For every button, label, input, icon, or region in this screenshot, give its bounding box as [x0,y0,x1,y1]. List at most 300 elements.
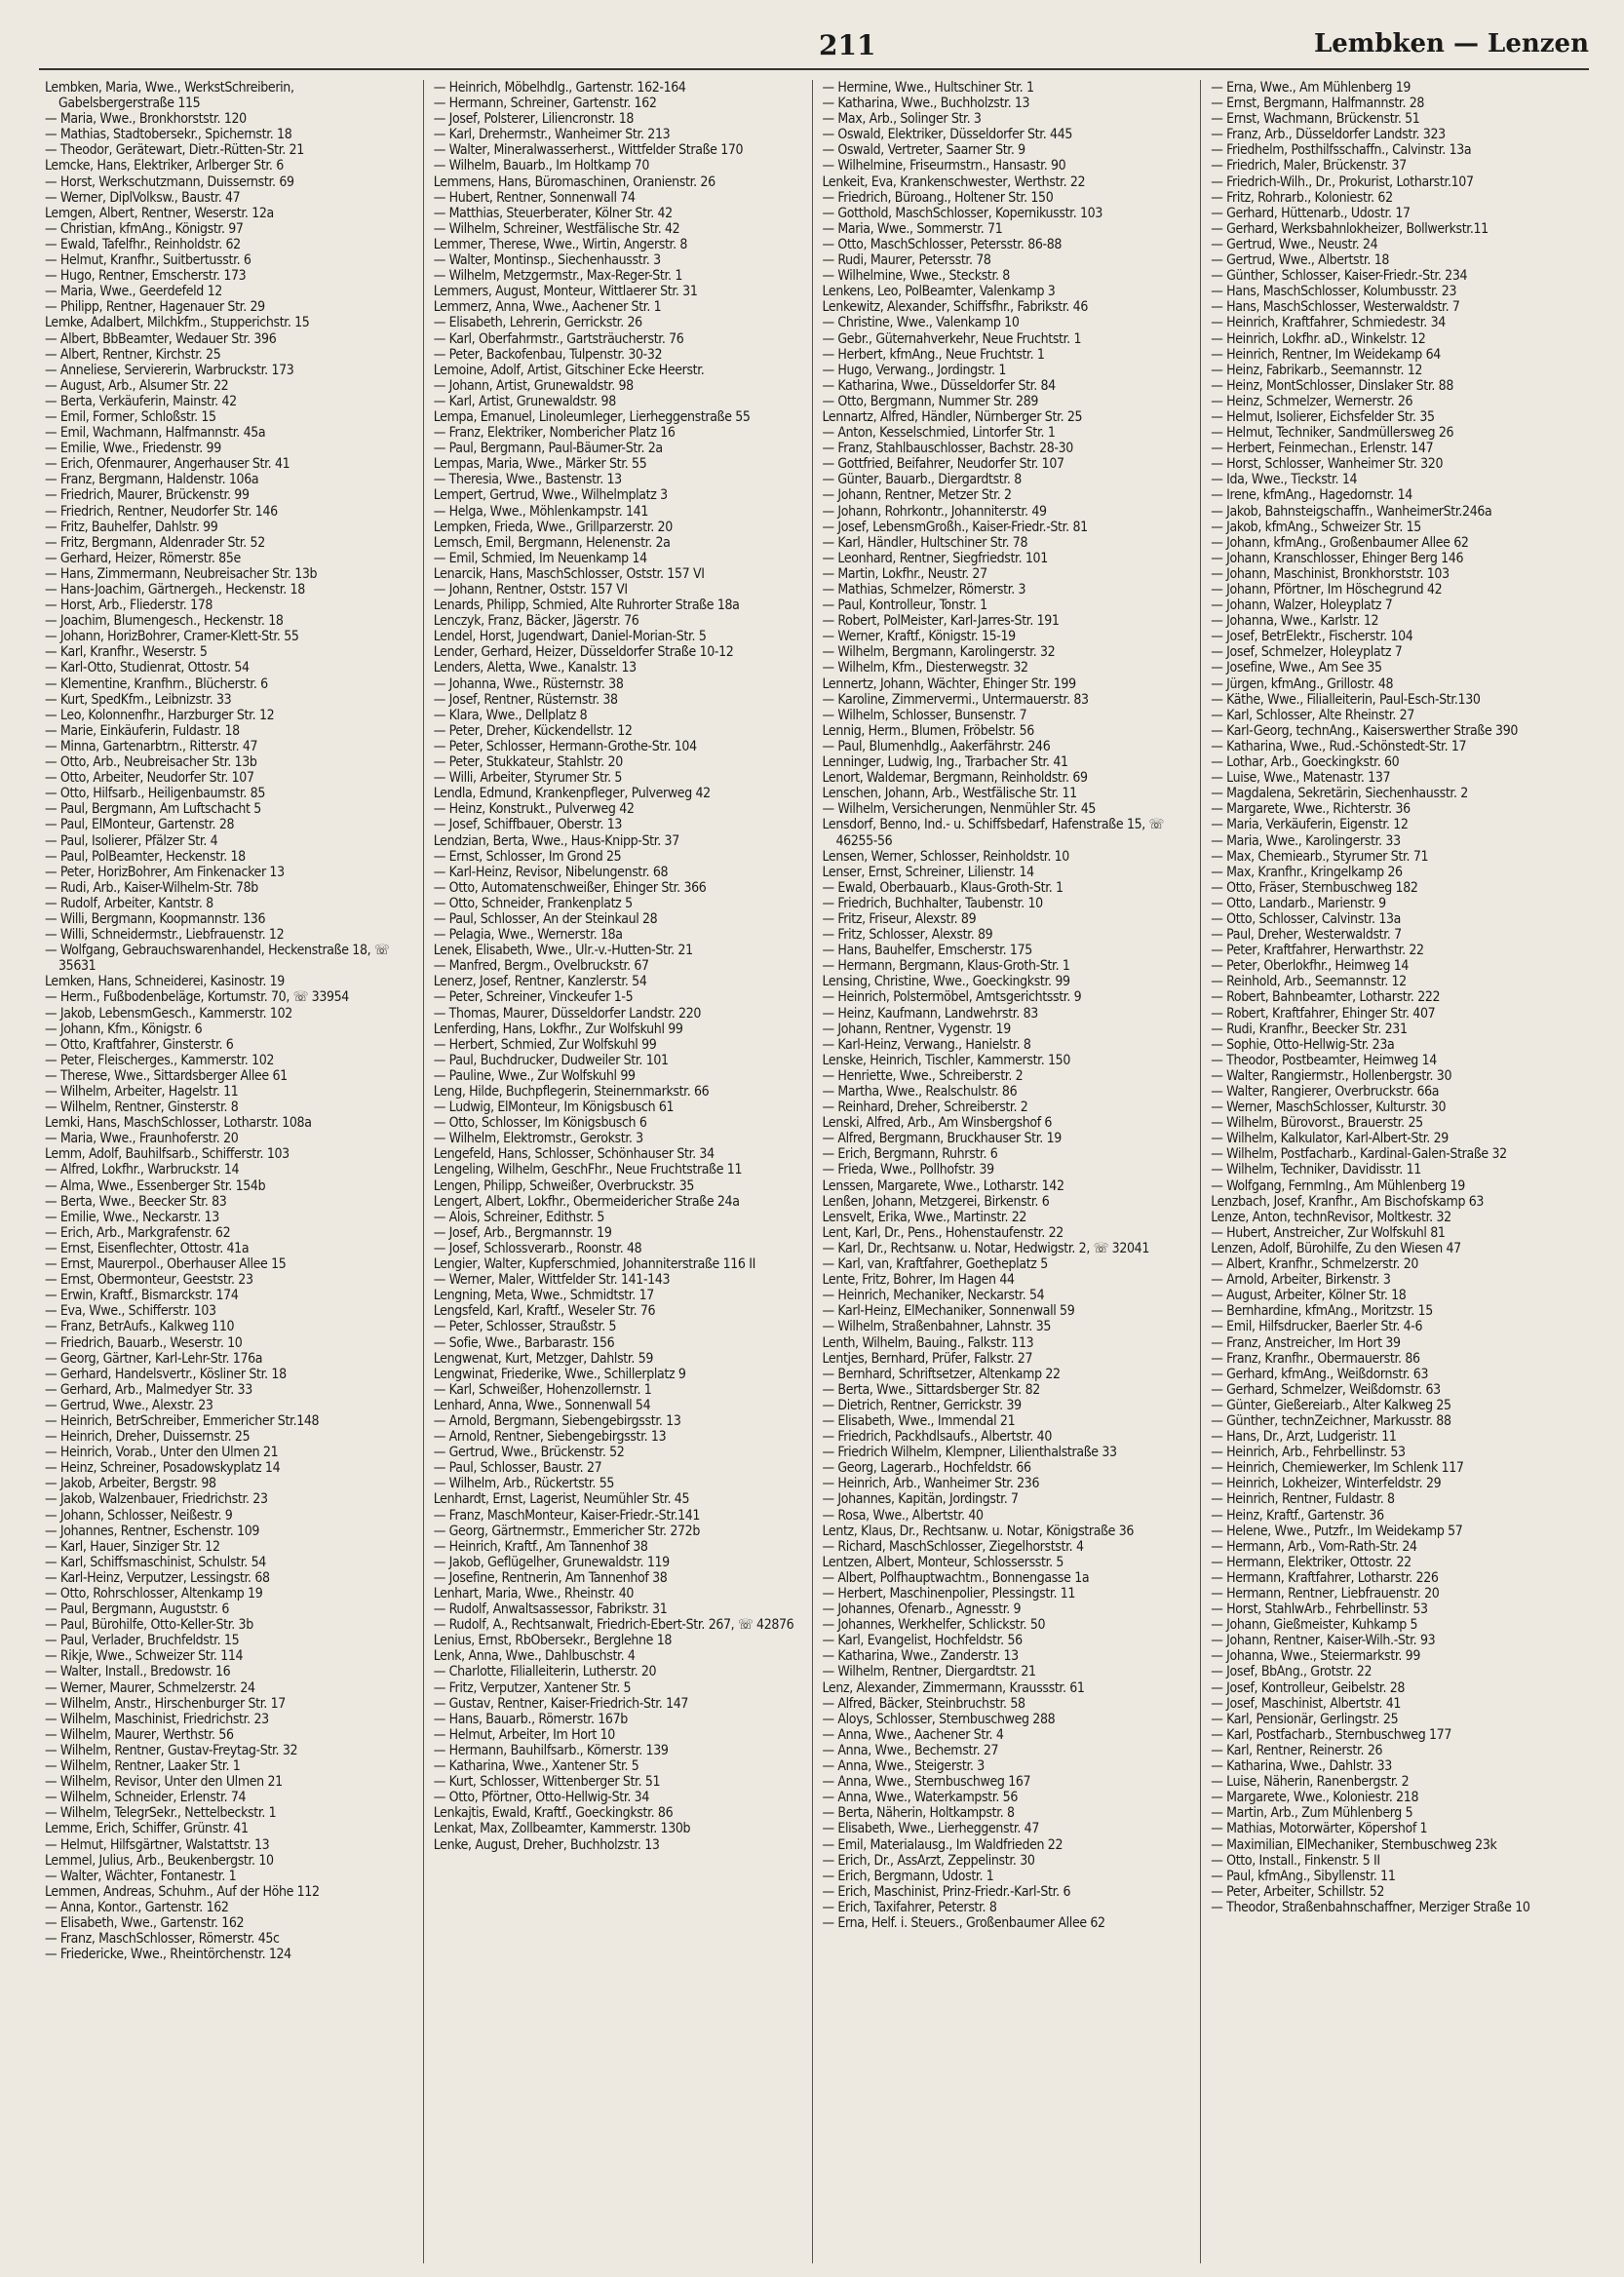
directory-entry: — Wilhelm, Metzgermstr., Max-Reger-Str. 1 [433,268,683,285]
directory-entry: — Hermann, Bauhilfsarb., Körnerstr. 139 [433,1742,669,1758]
directory-entry: — Friedrich, Maurer, Brückenstr. 99 [45,487,250,504]
directory-entry: Lempken, Frieda, Wwe., Grillparzerstr. 20 [433,519,673,535]
column-2 [423,80,812,2263]
directory-entry: Lengefeld, Hans, Schlosser, Schönhauser Str. 34 [433,1146,715,1163]
directory-entry: Leng, Hilde, Buchpflegerin, Steinernmarkstr. 66 [433,1084,710,1100]
directory-entry: — Ludwig, ElMonteur, Im Königsbusch 61 [433,1100,675,1116]
directory-entry: — Max, Kranfhr., Kringelkamp 26 [1211,864,1403,880]
directory-entry: — Johannes, Ofenarb., Agnesstr. 9 [822,1602,1022,1618]
directory-entry: — Johann, Rohrkontr., Johanniterstr. 49 [822,503,1047,520]
directory-entry: — Anton, Kesselschmied, Lintorfer Str. 1 [822,425,1056,442]
directory-entry: — Otto, Rohrschlosser, Altenkamp 19 [45,1586,263,1602]
directory-entry: Lenssen, Margarete, Wwe., Lotharstr. 142 [822,1177,1064,1194]
directory-entry: — Herbert, Feinmechan., Erlenstr. 147 [1211,441,1434,457]
directory-entry: — Josef, Polsterer, Liliencronstr. 18 [433,111,635,128]
directory-entry: — Johann, Artist, Grunewaldstr. 98 [433,377,634,394]
directory-entry: — Paul, Kontrolleur, Tonstr. 1 [822,598,987,614]
directory-entry: — Otto, Hilfsarb., Heiligenbaumstr. 85 [45,786,265,802]
directory-entry: — Berta, Näherin, Holtkampstr. 8 [822,1805,1015,1822]
directory-entry: — Rudi, Arb., Kaiser-Wilhelm-Str. 78b [45,879,258,896]
entry-range-heading: Lembken — Lenzen [1313,29,1589,58]
directory-entry: — Herbert, kfmAng., Neue Fruchtstr. 1 [822,346,1045,363]
directory-entry: — Anna, Wwe., Sternbuschweg 167 [822,1774,1031,1791]
directory-entry: — Johann, Kfm., Königstr. 6 [45,1021,203,1037]
directory-entry: Lendla, Edmund, Krankenpfleger, Pulverweg 42 [433,786,711,802]
directory-entry: — Walter, Rangiermstr., Hollenbergstr. 30 [1211,1067,1452,1084]
directory-entry: — Josef, Maschinist, Albertstr. 41 [1211,1695,1402,1712]
directory-entry: — Heinrich, Kraftfahrer, Schmiedestr. 34 [1211,315,1446,331]
directory-entry: — Karl, Pensionär, Gerlingstr. 25 [1211,1711,1399,1727]
directory-entry: — Wilhelm, Postfacharb., Kardinal-Galen-Straße 32 [1211,1146,1507,1163]
directory-entry: — Karl, Schiffsmaschinist, Schulstr. 54 [45,1554,266,1570]
directory-entry: — Heinz, Fabrikarb., Seemannstr. 12 [1211,362,1423,378]
directory-entry: — Katharina, Wwe., Dahlstr. 33 [1211,1758,1392,1775]
directory-entry: Lengier, Walter, Kupferschmied, Johanniterstraße 116 II [433,1256,755,1273]
directory-entry: — Helmut, Techniker, Sandmüllersweg 26 [1211,425,1454,442]
directory-entry: — Marie, Einkäuferin, Fuldastr. 18 [45,722,240,739]
directory-entry: — Gotthold, MaschSchlosser, Kopernikusstr. 103 [822,205,1102,221]
directory-entry: Lender, Gerhard, Heizer, Düsseldorfer Straße 10-12 [433,644,734,661]
directory-entry: — Rudi, Kranfhr., Beecker Str. 231 [1211,1021,1408,1037]
directory-entry: — Karl, Artist, Grunewaldstr. 98 [433,393,616,409]
directory-entry: — Gottfried, Beifahrer, Neudorfer Str. 107 [822,456,1064,473]
directory-entry: — Johannes, Rentner, Eschenstr. 109 [45,1523,260,1539]
directory-entry: — Margarete, Wwe., Richterstr. 36 [1211,801,1411,818]
directory-entry: Lentjes, Bernhard, Prüfer, Falkstr. 27 [822,1350,1033,1367]
directory-entry: — Karl, Kranfhr., Weserstr. 5 [45,644,208,661]
directory-entry: — Werner, Kraftf., Königstr. 15-19 [822,629,1016,645]
directory-entry: — Peter, Backofenbau, Tulpenstr. 30-32 [433,346,663,363]
directory-entry: Lenser, Ernst, Schreiner, Lilienstr. 14 [822,864,1034,880]
directory-entry: — Wilhelmine, Friseurmstrn., Hansastr. 90 [822,158,1066,174]
directory-entry: Lemki, Hans, MaschSchlosser, Lotharstr. 108a [45,1115,312,1132]
directory-entry: — Johanna, Wwe., Karlstr. 12 [1211,613,1379,630]
directory-entry: — Wolfgang, Gebrauchswarenhandel, Heckenstraße 18, ☏ 35631 [45,943,390,975]
directory-entry: — Kurt, Schlosser, Wittenberger Str. 51 [433,1774,661,1791]
directory-entry: — Robert, PolMeister, Karl-Jarres-Str. 191 [822,613,1060,630]
directory-entry: — Karl, Schweißer, Hohenzollernstr. 1 [433,1381,652,1398]
directory-entry: — Jakob, LebensmGesch., Kammerstr. 102 [45,1005,292,1022]
directory-entry: — Heinrich, Lokheizer, Winterfeldstr. 29 [1211,1476,1442,1492]
directory-entry: — Otto, Bergmann, Nummer Str. 289 [822,393,1039,409]
directory-entry: — Jakob, kfmAng., Schweizer Str. 15 [1211,519,1421,535]
directory-entry: — Arnold, Bergmann, Siebengebirgsstr. 13 [433,1412,681,1429]
directory-entry: — Rosa, Wwe., Albertstr. 40 [822,1507,984,1524]
directory-entry: — Johanna, Wwe., Steiermarkstr. 99 [1211,1648,1420,1665]
directory-entry: — Max, Chemiearb., Styrumer Str. 71 [1211,848,1429,865]
directory-entry: — Wilhelm, Versicherungen, Nenmühler Str. 45 [822,801,1097,818]
directory-entry: — Gustav, Rentner, Kaiser-Friedrich-Str. 147 [433,1695,689,1712]
directory-entry: — Wilhelm, Techniker, Davidisstr. 11 [1211,1162,1421,1178]
directory-entry: — Wilhelm, Schlosser, Bunsenstr. 7 [822,707,1027,723]
directory-entry: — Johanna, Wwe., Rüsternstr. 38 [433,675,624,692]
directory-entry: — Gertrud, Wwe., Neustr. 24 [1211,236,1378,252]
directory-entry: — Peter, Dreher, Kückendellstr. 12 [433,722,633,739]
directory-entry: — Karl-Heinz, Revisor, Nibelungenstr. 68 [433,864,669,880]
directory-entry: — Horst, Arb., Fliederstr. 178 [45,598,213,614]
directory-entry: — Günter, Bauarb., Diergardtstr. 8 [822,472,1022,488]
directory-entry: — Ernst, Wachmann, Brückenstr. 51 [1211,111,1420,128]
directory-entry: Lenk, Anna, Wwe., Dahlbuschstr. 4 [433,1648,636,1665]
directory-entry: — Paul, ElMonteur, Gartenstr. 28 [45,817,235,833]
directory-entry: — Reinhold, Arb., Seemannstr. 12 [1211,974,1407,990]
directory-entry: — Hans-Joachim, Gärtnergeh., Heckenstr. 18 [45,582,305,598]
directory-entry: — Berta, Verkäuferin, Mainstr. 42 [45,393,237,409]
directory-entry: — Elisabeth, Wwe., Lierheggenstr. 47 [822,1821,1039,1837]
directory-entry: — Albert, Polfhauptwachtm., Bonnengasse 1a [822,1569,1090,1586]
directory-entry: Lempas, Maria, Wwe., Märker Str. 55 [433,456,647,473]
directory-entry: — Emil, Former, Schloßstr. 15 [45,408,216,425]
directory-entry: — Josef, Schiffbauer, Oberstr. 13 [433,817,623,833]
directory-entry: — Peter, Arbeiter, Schillstr. 52 [1211,1883,1385,1900]
directory-entry: — Wilhelm, Rentner, Gustav-Freytag-Str. 32 [45,1742,298,1758]
directory-entry: — Erwin, Kraftf., Bismarckstr. 174 [45,1288,239,1304]
directory-entry: — Johann, Rentner, Oststr. 157 VI [433,582,628,598]
column-3 [812,80,1201,2263]
directory-entry: — Josefine, Rentnerin, Am Tannenhof 38 [433,1569,668,1586]
directory-entry: Lenkewitz, Alexander, Schiffsfhr., Fabrikstr. 46 [822,299,1088,316]
directory-entry: — Erich, Dr., AssArzt, Zeppelinstr. 30 [822,1852,1035,1869]
directory-entry: — Paul, Bergmann, Am Luftschacht 5 [45,801,261,818]
directory-entry: — Helmut, Kranfhr., Suitbertusstr. 6 [45,252,251,269]
directory-entry: Lenius, Ernst, RbObersekr., Berglehne 18 [433,1633,673,1649]
directory-entry: — Hubert, Anstreicher, Zur Wolfskuhl 81 [1211,1224,1446,1241]
directory-entry: — Karl, Dr., Rechtsanw. u. Notar, Hedwigstr. 2, ☏ 32041 [822,1240,1149,1256]
directory-entry: — Friedrich, Packhdlsaufs., Albertstr. 40 [822,1429,1053,1446]
directory-entry: — Paul, Bergmann, Auguststr. 6 [45,1602,230,1618]
directory-entry: — Irene, kfmAng., Hagedornstr. 14 [1211,487,1412,504]
directory-entry: — Leonhard, Rentner, Siegfriedstr. 101 [822,550,1048,566]
directory-entry: — Josefine, Wwe., Am See 35 [1211,660,1382,676]
directory-entry: Lemmers, August, Monteur, Wittlaerer Str. 31 [433,284,698,300]
directory-entry: — Heinz, Konstrukt., Pulverweg 42 [433,801,635,818]
directory-entry: — Bernhard, Schriftsetzer, Altenkamp 22 [822,1366,1061,1382]
directory-entry: — Otto, Automatenschweißer, Ehinger Str. 366 [433,879,707,896]
directory-entry: — Erna, Helf. i. Steuers., Großenbaumer Allee 62 [822,1914,1105,1931]
directory-entry: — Emilie, Wwe., Neckarstr. 13 [45,1209,219,1225]
directory-entry: — Wilhelm, Arb., Rückertstr. 55 [433,1476,615,1492]
directory-entry: — Gerhard, Arb., Malmedyer Str. 33 [45,1381,252,1398]
directory-entry: — Ernst, Eisenflechter, Ottostr. 41a [45,1240,250,1256]
directory-entry: — Herbert, Schmied, Zur Wolfskuhl 99 [433,1036,657,1053]
directory-entry: — Werner, MaschSchlosser, Kulturstr. 30 [1211,1100,1447,1116]
directory-entry: — Otto, Kraftfahrer, Ginsterstr. 6 [45,1036,234,1053]
directory-entry: — Helene, Wwe., Putzfr., Im Weidekamp 57 [1211,1523,1463,1539]
directory-entry: — Therese, Wwe., Sittardsberger Allee 61 [45,1067,288,1084]
directory-entry: — Johann, HorizBohrer, Cramer-Klett-Str. 55 [45,629,299,645]
header-rule [39,68,1589,70]
directory-entry: — Rudolf, Anwaltsassessor, Fabrikstr. 31 [433,1602,668,1618]
directory-entry: — Wilhelm, Arbeiter, Hagelstr. 11 [45,1084,239,1100]
directory-entry: — Robert, Kraftfahrer, Ehinger Str. 407 [1211,1005,1436,1022]
directory-entry: — Katharina, Wwe., Zanderstr. 13 [822,1648,1019,1665]
directory-entry: — Gerhard, Schmelzer, Weißdornstr. 63 [1211,1381,1441,1398]
directory-entry: — Anna, Kontor., Gartenstr. 162 [45,1899,229,1915]
directory-entry: — Emil, Materialausg., Im Waldfrieden 22 [822,1836,1063,1853]
directory-entry: — Fritz, Bauhelfer, Dahlstr. 99 [45,519,218,535]
directory-entry: — Ewald, Tafelfhr., Reinholdstr. 62 [45,236,241,252]
directory-entry: — Martha, Wwe., Realschulstr. 86 [822,1084,1018,1100]
directory-entry: — Katharina, Wwe., Rud.-Schönstedt-Str. 17 [1211,738,1467,754]
directory-entry: — Paul, Dreher, Westerwaldstr. 7 [1211,927,1402,944]
directory-entry: Lempert, Gertrud, Wwe., Wilhelmplatz 3 [433,487,668,504]
directory-entry: — Hans, Bauarb., Römerstr. 167b [433,1711,628,1727]
directory-entry: Lengwinat, Friederike, Wwe., Schillerplatz 9 [433,1366,686,1382]
directory-entry: — Friedrich, Maler, Brückenstr. 37 [1211,158,1407,174]
directory-entry: — Hans, Dr., Arzt, Ludgeristr. 11 [1211,1429,1397,1446]
directory-entry: Lennartz, Alfred, Händler, Nürnberger Str. 25 [822,408,1083,425]
directory-entry: — Anna, Wwe., Waterkampstr. 56 [822,1790,1018,1806]
directory-entry: — Karoline, Zimmervermi., Untermauerstr. 83 [822,691,1089,708]
directory-entry: — Günther, technZeichner, Markusstr. 88 [1211,1412,1451,1429]
directory-entry: — Bernhardine, kfmAng., Moritzstr. 15 [1211,1303,1433,1320]
directory-entry: — Hugo, Rentner, Emscherstr. 173 [45,268,247,285]
directory-entry: — Otto, Schlosser, Calvinstr. 13a [1211,910,1402,927]
directory-entry: Lendel, Horst, Jugendwart, Daniel-Morian-Str. 5 [433,629,707,645]
directory-entry: — Heinrich, Lokfhr. aD., Winkelstr. 12 [1211,330,1426,347]
directory-entry: — Otto, Arb., Neubreisacher Str. 13b [45,754,257,771]
directory-entry: — Heinrich, Arb., Fehrbellinstr. 53 [1211,1445,1406,1461]
directory-entry: — Hermann, Kraftfahrer, Lotharstr. 226 [1211,1569,1439,1586]
directory-entry: — Franz, BetrAufs., Kalkweg 110 [45,1319,235,1335]
directory-entry: — Maria, Wwe., Karolingerstr. 33 [1211,832,1401,849]
directory-entry: — Johannes, Werkhelfer, Schlickstr. 50 [822,1617,1046,1634]
directory-entry: — Philipp, Rentner, Hagenauer Str. 29 [45,299,265,316]
directory-entry: — Frieda, Wwe., Pollhofstr. 39 [822,1162,994,1178]
directory-entry: — Franz, Arb., Düsseldorfer Landstr. 323 [1211,127,1446,143]
directory-entry: — Peter, Fleischerges., Kammerstr. 102 [45,1052,275,1068]
directory-entry: Lemken, Hans, Schneiderei, Kasinostr. 19 [45,974,285,990]
directory-entry: — Gerhard, Handelsvertr., Kösliner Str. 18 [45,1366,287,1382]
directory-entry: — Jakob, Walzenbauer, Friedrichstr. 23 [45,1491,268,1508]
directory-entry: — Heinrich, Kraftf., Am Tannenhof 38 [433,1538,648,1555]
directory-entry: — Kurt, SpedKfm., Leibnizstr. 33 [45,691,232,708]
directory-entry: — Josef, BbAng., Grotstr. 22 [1211,1664,1373,1680]
directory-entry: — Walter, Montinsp., Siechenhausstr. 3 [433,252,661,269]
directory-entry: — Otto, Landarb., Marienstr. 9 [1211,895,1386,911]
directory-entry: — Mathias, Schmelzer, Römerstr. 3 [822,582,1026,598]
directory-entry: — Paul, PolBeamter, Heckenstr. 18 [45,848,246,865]
directory-entry: — Fritz, Bergmann, Aldenrader Str. 52 [45,534,265,551]
directory-entry: — Karl, Postfacharb., Sternbuschweg 177 [1211,1726,1451,1743]
directory-entry: Lemsch, Emil, Bergmann, Helenenstr. 2a [433,534,671,551]
directory-entry: — Maria, Wwe., Fraunhoferstr. 20 [45,1131,239,1147]
directory-entry: — Emil, Wachmann, Halfmannstr. 45a [45,425,266,442]
directory-entry: Lenth, Wilhelm, Bauing., Falkstr. 113 [822,1334,1034,1351]
directory-entry: — Willi, Schneidermstr., Liebfrauenstr. 12 [45,927,285,944]
directory-entry: — Wilhelm, Maschinist, Friedrichstr. 23 [45,1711,269,1727]
directory-entry: — Ida, Wwe., Tieckstr. 14 [1211,472,1358,488]
directory-entry: — Alfred, Lokfhr., Warbruckstr. 14 [45,1162,240,1178]
directory-entry: — Maria, Wwe., Sommerstr. 71 [822,220,1003,237]
directory-entry: — Heinrich, BetrSchreiber, Emmericher Str.148 [45,1412,320,1429]
directory-entry: — Elisabeth, Wwe., Immendal 21 [822,1412,1016,1429]
directory-entry: Lenhard, Anna, Wwe., Sonnenwall 54 [433,1397,651,1413]
directory-entry: — Gebr., Güternahverkehr, Neue Fruchtstr. 1 [822,330,1082,347]
directory-entry: — Paul, Buchdrucker, Dudweiler Str. 101 [433,1052,669,1068]
directory-entry: — Johann, Gießmeister, Kuhkamp 5 [1211,1617,1418,1634]
directory-entry: — Josef, Schlossverarb., Roonstr. 48 [433,1240,642,1256]
directory-entry: — Wilhelm, Schneider, Erlenstr. 74 [45,1790,247,1806]
directory-entry: Lemmen, Andreas, Schuhm., Auf der Höhe 112 [45,1883,320,1900]
directory-entry: — Aloys, Schlosser, Sternbuschweg 288 [822,1711,1056,1727]
directory-entry: — Otto, Schneider, Frankenplatz 5 [433,895,633,911]
directory-entry: Lensvelt, Erika, Wwe., Martinstr. 22 [822,1209,1027,1225]
directory-entry: — Johann, Maschinist, Bronkhorststr. 103 [1211,565,1450,582]
directory-entry: — Magdalena, Sekretärin, Siechenhausstr. 2 [1211,786,1468,802]
directory-entry: Lempa, Emanuel, Linoleumleger, Lierheggenstraße 55 [433,408,751,425]
directory-entry: Lemmerz, Anna, Wwe., Aachener Str. 1 [433,299,662,316]
directory-entry: — Ernst, Schlosser, Im Grond 25 [433,848,622,865]
page-number: 211 [819,29,876,61]
directory-entry: — Paul, Schlosser, Baustr. 27 [433,1460,602,1477]
directory-entry: — Horst, StahlwArb., Fehrbellinstr. 53 [1211,1602,1428,1618]
column-4 [1200,80,1589,2263]
directory-entry: — Franz, Stahlbauschlosser, Bachstr. 28-30 [822,441,1073,457]
directory-entry: — Horst, Werkschutzmann, Duissernstr. 69 [45,174,294,190]
directory-entry: — Paul, Blumenhdlg., Aakerfährstr. 246 [822,738,1051,754]
directory-entry: — Heinrich, Arb., Wanheimer Str. 236 [822,1476,1040,1492]
directory-entry: — Käthe, Wwe., Filialleiterin, Paul-Esch-Str.130 [1211,691,1481,708]
directory-entry: — Wilhelm, Rentner, Laaker Str. 1 [45,1758,241,1775]
directory-entry: — Alois, Schreiner, Edithstr. 5 [433,1209,605,1225]
directory-entry: — Hermine, Wwe., Hultschiner Str. 1 [822,80,1034,96]
directory-entry: — Karl-Heinz, ElMechaniker, Sonnenwall 59 [822,1303,1075,1320]
directory-entry: — Anna, Wwe., Aachener Str. 4 [822,1726,1004,1743]
directory-entry: — Rudi, Maurer, Petersstr. 78 [822,252,991,269]
directory-entry: — Hermann, Rentner, Liebfrauenstr. 20 [1211,1586,1440,1602]
directory-entry: — Jakob, Geflügelher, Grunewaldstr. 119 [433,1554,670,1570]
directory-entry: Lemmel, Julius, Arb., Beukenbergstr. 10 [45,1852,274,1869]
directory-entry: — Franz, Kranfhr., Obermauerstr. 86 [1211,1350,1420,1367]
directory-entry: Lenkeit, Eva, Krankenschwester, Werthstr. 22 [822,174,1086,190]
directory-entry: — Anna, Wwe., Bechemstr. 27 [822,1742,999,1758]
directory-entry: Lenders, Aletta, Wwe., Kanalstr. 13 [433,660,637,676]
directory-entry: Lenninger, Ludwig, Ing., Trarbacher Str. 41 [822,754,1068,771]
directory-entry: — Johann, Rentner, Vygenstr. 19 [822,1021,1011,1037]
directory-entry: — Karl, Händler, Hultschiner Str. 78 [822,534,1028,551]
directory-entry: — Werner, DiplVolksw., Baustr. 47 [45,189,241,206]
directory-entry: — Theodor, Straßenbahnschaffner, Merziger Straße 10 [1211,1899,1530,1915]
directory-entry: — Luise, Wwe., Matenastr. 137 [1211,770,1391,787]
directory-entry: — Otto, Fräser, Sternbuschweg 182 [1211,879,1418,896]
directory-entry: Lensen, Werner, Schlosser, Reinholdstr. 10 [822,848,1069,865]
directory-entry: — Berta, Wwe., Beecker Str. 83 [45,1193,227,1210]
directory-entry: — Paul, Bergmann, Paul-Bäumer-Str. 2a [433,441,663,457]
directory-entry: — Paul, Bürohilfe, Otto-Keller-Str. 3b [45,1617,253,1634]
directory-entry: — Fritz, Rohrarb., Koloniestr. 62 [1211,189,1393,206]
directory-entry: — Hermann, Elektriker, Ottostr. 22 [1211,1554,1411,1570]
directory-entry: — Paul, Verlader, Bruchfeldstr. 15 [45,1633,240,1649]
directory-entry: — Hans, Bauhelfer, Emscherstr. 175 [822,943,1032,959]
directory-entry: — Karl-Otto, Studienrat, Ottostr. 54 [45,660,250,676]
directory-entry: — Ernst, Maurerpol., Oberhauser Allee 15 [45,1256,287,1273]
directory-entry: — Heinrich, Rentner, Im Weidekamp 64 [1211,346,1441,363]
directory-entry: — Franz, MaschMonteur, Kaiser-Friedr.-Str.141 [433,1507,701,1524]
directory-entry: — Max, Arb., Solinger Str. 3 [822,111,982,128]
directory-entry: — Rikje, Wwe., Schweizer Str. 114 [45,1648,244,1665]
directory-entry: — Elisabeth, Lehrerin, Gerrickstr. 26 [433,315,642,331]
directory-entry: — Wilhelm, Bürovorst., Brauerstr. 25 [1211,1115,1423,1132]
directory-entry: — Emil, Schmied, Im Neuenkamp 14 [433,550,647,566]
directory-entry: — Paul, Schlosser, An der Steinkaul 28 [433,910,658,927]
directory-entry: — Erich, Bergmann, Udostr. 1 [822,1868,994,1884]
directory-entry: — Helmut, Arbeiter, Im Hort 10 [433,1726,615,1743]
directory-entry: — August, Arb., Alsumer Str. 22 [45,377,229,394]
directory-entry: Lemke, Adalbert, Milchkfm., Stupperichstr. 15 [45,315,310,331]
directory-entry: — Johann, kfmAng., Großenbaumer Allee 62 [1211,534,1469,551]
directory-entry: — Wilhelm, Rentner, Diergardtstr. 21 [822,1664,1036,1680]
directory-entry: — Theodor, Postbeamter, Heimweg 14 [1211,1052,1437,1068]
directory-entry: — Albert, BbBeamter, Wedauer Str. 396 [45,330,277,347]
directory-entry: Lengert, Albert, Lokfhr., Obermeidericher Straße 24a [433,1193,740,1210]
directory-entry: — Heinrich, Vorab., Unter den Ulmen 21 [45,1445,279,1461]
directory-entry: — Franz, Bergmann, Haldenstr. 106a [45,472,259,488]
directory-entry: — Emilie, Wwe., Friedenstr. 99 [45,441,221,457]
directory-entry: — Katharina, Wwe., Düsseldorfer Str. 84 [822,377,1056,394]
directory-entry: — Maria, Wwe., Bronkhorststr. 120 [45,111,247,128]
directory-entry: — Maximilian, ElMechaniker, Sternbuschweg 23k [1211,1836,1497,1853]
directory-entry: — Fritz, Schlosser, Alexstr. 89 [822,927,993,944]
directory-entry: Lensing, Christine, Wwe., Goeckingkstr. 99 [822,974,1070,990]
directory-entry: — Oswald, Elektriker, Düsseldorfer Str. 445 [822,127,1073,143]
directory-entry: — Rudolf, A., Rechtsanwalt, Friedrich-Ebert-Str. 267, ☏ 42876 [433,1617,794,1634]
directory-entry: Lendzian, Berta, Wwe., Haus-Knipp-Str. 37 [433,832,679,849]
directory-entry: — Peter, HorizBohrer, Am Finkenacker 13 [45,864,285,880]
directory-entry: — Peter, Schlosser, Straußstr. 5 [433,1319,617,1335]
directory-entry: — Johann, Schlosser, Neißestr. 9 [45,1507,233,1524]
directory-entry: — Helga, Wwe., Möhlenkampstr. 141 [433,503,648,520]
directory-entry: — Friedrich Wilhelm, Klempner, Lilienthalstraße 33 [822,1445,1117,1461]
directory-entry: Lensdorf, Benno, Ind.- u. Schiffsbedarf, Hafenstraße 15, ☏ 46255-56 [822,817,1164,849]
directory-entry: Lenczyk, Franz, Bäcker, Jägerstr. 76 [433,613,639,630]
directory-entry: — Johann, Rentner, Kaiser-Wilh.-Str. 93 [1211,1633,1436,1649]
directory-entry: — Karl, Evangelist, Hochfeldstr. 56 [822,1633,1023,1649]
directory-entry: Lennig, Herm., Blumen, Fröbelstr. 56 [822,722,1034,739]
directory-entry: Lemme, Erich, Schiffer, Grünstr. 41 [45,1821,249,1837]
directory-entry: — Karl, van, Kraftfahrer, Goetheplatz 5 [822,1256,1048,1273]
directory-entry: — Karl-Heinz, Verwang., Hanielstr. 8 [822,1036,1031,1053]
directory-entry: — Erna, Wwe., Am Mühlenberg 19 [1211,80,1411,96]
directory-entry: — Paul, kfmAng., Sibyllenstr. 11 [1211,1868,1396,1884]
directory-entry: — Josef, LebensmGroßh., Kaiser-Friedr.-Str. 81 [822,519,1088,535]
directory-entry: — Mathias, Motorwärter, Köpershof 1 [1211,1821,1428,1837]
directory-entry: — Alfred, Bergmann, Bruckhauser Str. 19 [822,1131,1062,1147]
directory-entry: — Johann, Pförtner, Im Höschegrund 42 [1211,582,1443,598]
directory-entry: — Wilhelm, Rentner, Ginsterstr. 8 [45,1100,239,1116]
directory-entry: — Gerhard, Werksbahnlokheizer, Bollwerkstr.11 [1211,220,1489,237]
directory-entry: — Erich, Ofenmaurer, Angerhauser Str. 41 [45,456,290,473]
directory-entry: — Eva, Wwe., Schifferstr. 103 [45,1303,216,1320]
directory-entry: — Emil, Hilfsdrucker, Baerler Str. 4-6 [1211,1319,1423,1335]
directory-entry: — Horst, Schlosser, Wanheimer Str. 320 [1211,456,1444,473]
directory-entry: — Arnold, Rentner, Siebengebirgsstr. 13 [433,1429,667,1446]
directory-entry: — Heinrich, Dreher, Duissernstr. 25 [45,1429,251,1446]
directory-entry: Lente, Fritz, Bohrer, Im Hagen 44 [822,1272,1015,1289]
directory-entry: — Helmut, Hilfsgärtner, Walstattstr. 13 [45,1836,270,1853]
directory-entry: — Friedrich, Bauarb., Weserstr. 10 [45,1334,243,1351]
directory-entry: Lengen, Philipp, Schweißer, Overbruckstr. 35 [433,1177,695,1194]
directory-entry: — Fritz, Verputzer, Xantener Str. 5 [433,1679,632,1696]
directory-entry: — Klementine, Kranfhrn., Blücherstr. 6 [45,675,268,692]
directory-entry: — Willi, Arbeiter, Styrumer Str. 5 [433,770,623,787]
directory-entry: Lenhart, Maria, Wwe., Rheinstr. 40 [433,1586,635,1602]
directory-entry: — Karl, Drehermstr., Wanheimer Str. 213 [433,127,671,143]
directory-entry: — Georg, Lagerarb., Hochfeldstr. 66 [822,1460,1031,1477]
directory-entry: — Erich, Taxifahrer, Peterstr. 8 [822,1899,997,1915]
directory-entry: Lengwenat, Kurt, Metzger, Dahlstr. 59 [433,1350,654,1367]
directory-entry: — Lothar, Arb., Goeckingkstr. 60 [1211,754,1400,771]
